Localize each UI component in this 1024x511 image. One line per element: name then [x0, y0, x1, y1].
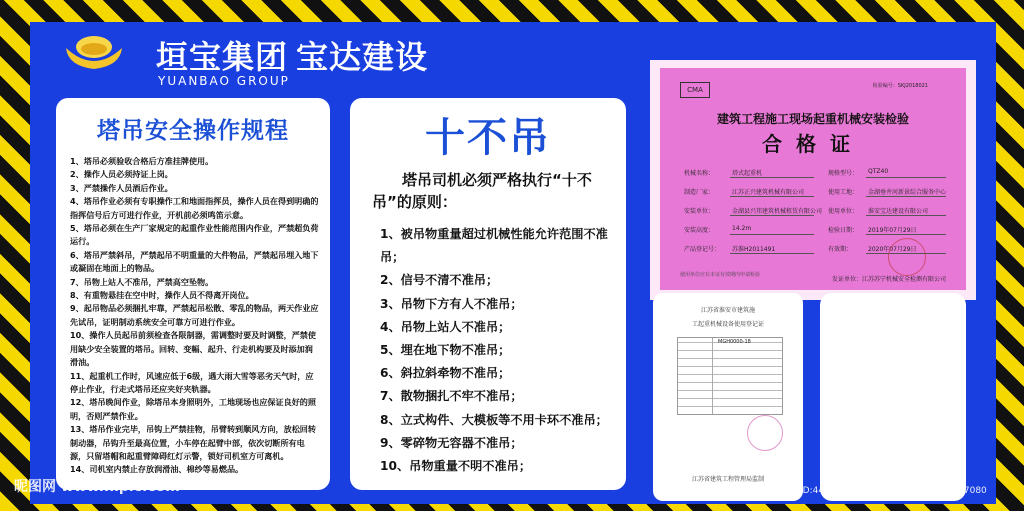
rule-item: 8、有重物悬挂在空中时，操作人员不得离开岗位。 — [70, 290, 254, 301]
certificate-field-label2: 使用单位： — [828, 208, 859, 215]
ten-no-lift-panel — [350, 98, 626, 490]
inspection-certificate — [650, 60, 976, 300]
rule-item: 5、塔吊必须在生产厂家规定的起重作业性能范围内作业，严禁超负荷运行。 — [70, 223, 319, 247]
certificate-field-value2: 淮安宝达建设有限公司 — [868, 208, 929, 215]
certificate-field-value2: QTZ40 — [868, 168, 889, 175]
ten-no-lift-title: 十不吊 — [425, 114, 551, 161]
ten-no-lift-intro: 塔吊司机必须严格执行“十不吊”的原则： — [372, 171, 592, 211]
rule-item: 1、塔吊必须验收合格后方准挂牌使用。 — [70, 156, 214, 166]
certificate-underline — [730, 177, 814, 178]
certificate-field-label: 制造厂家： — [684, 189, 715, 196]
certificate-field-label2: 规格型号： — [828, 170, 859, 177]
watermark-left: 昵图网 www.nipic.com — [14, 479, 180, 495]
ten-no-lift-item: 1、被吊物重量超过机械性能允许范围不准吊； — [380, 227, 608, 265]
certificate-issuer: 发证单位：江苏苏宁机械安全检测有限公司 — [832, 276, 947, 283]
certificate-field-value2: 金湖垂井河新景综合服务中心 — [868, 189, 947, 196]
registration-title: 江苏省淮安市建筑施 — [700, 307, 755, 314]
ten-no-lift-item: 2、信号不清不准吊； — [380, 273, 499, 288]
red-seal-icon — [888, 238, 926, 276]
ten-no-lift-item: 7、散物捆扎不牢不准吊； — [380, 389, 523, 404]
ten-no-lift-item: 6、斜拉斜牵物不准吊； — [380, 366, 511, 381]
certificate-field-label2: 有效期： — [828, 246, 853, 253]
cma-mark: CMA — [680, 82, 710, 98]
certificate-field-value2: 2020年07月29日 — [868, 246, 917, 253]
rule-item: 13、塔吊作业完毕，吊钩上严禁挂物，吊臂转到顺风方向，放松回转制动器，吊钩升至最高位置，小车停在起臂中部，依次切断所有电源，只留塔帽和起重臂障碍红灯示警，锁好司机室方可离机。 — [70, 424, 316, 461]
ten-no-lift-item: 9、零碎物无容器不准吊； — [380, 435, 523, 450]
registration-code: MGH0000-18 — [718, 339, 751, 345]
certificate-underline — [730, 234, 814, 235]
certificate-heading: 合格证 — [762, 132, 864, 156]
rule-item: 10、操作人员起吊前须检查各限制器，需调整时要及时调整，严禁使用缺少安全装置的塔吊。回转、变幅、起升、行走机构要及时添加润滑油。 — [70, 330, 316, 368]
rule-item: 11、起重机工作时，风速应低于6级，遇大雨大雪等恶劣天气时，应停止作业，行走式塔吊还应夹好夹轨器。 — [70, 370, 314, 394]
certificate-field-value2: 2019年07月29日 — [868, 227, 917, 234]
ten-no-lift-item: 10、吊物重量不明不准吊； — [380, 459, 532, 474]
certificate-field-value: 江苏正兴建筑机械有限公司 — [732, 189, 805, 196]
rules-title: 塔吊安全操作规程 — [97, 117, 289, 144]
certificate-underline — [730, 196, 814, 197]
rule-item: 4、塔吊作业必须有专职操作工和地面指挥员，操作人员在得到明确的指挥信号后方可进行作业，开机前必须鸣笛示意。 — [70, 196, 319, 220]
registration-subtitle: 工起重机械设备使用登记证 — [691, 321, 764, 328]
gold-ingot-icon — [64, 34, 124, 70]
certificate-field-value: 金湖县兴邦建筑机械租赁有限公司 — [732, 208, 823, 215]
certificate-underline — [866, 215, 946, 216]
certificate-serial: 检验编号：SKJ2018021 — [872, 83, 928, 89]
watermark-right: ID:4470807 NO:20191214160601297080 — [800, 486, 987, 496]
ten-no-lift-item: 4、吊物上站人不准吊； — [380, 319, 511, 334]
certificate-underline — [866, 196, 946, 197]
rule-item: 9、起吊物品必须捆扎牢靠，严禁起吊松散、零乱的物品，两天作业应先试吊，证明制动系统安全可靠方可进行作业。 — [70, 303, 319, 327]
rule-item: 6、塔吊严禁斜吊，严禁起吊不明重量的大件物品，严禁起吊埋入地下或凝固在地面上的物品。 — [70, 249, 319, 274]
registration-certificate — [653, 293, 803, 501]
certificate-field-label2: 检验日期： — [828, 227, 859, 234]
brand-title: 垣宝集团 宝达建设 — [156, 38, 429, 76]
ten-no-lift-item: 8、立式构件、大模板等不用卡环不准吊； — [380, 412, 608, 427]
certificate-field-value: 塔式起重机 — [732, 170, 763, 177]
certificate-underline — [730, 215, 814, 216]
rule-item: 14、司机室内禁止存放润滑油、棉纱等易燃品。 — [70, 464, 244, 475]
stamp-icon — [747, 415, 783, 451]
certificate-field-value: 苏淮H2011491 — [732, 246, 776, 253]
registration-footer: 江苏省建筑工程管理局监制 — [691, 476, 764, 483]
ten-no-lift-item: 3、吊物下方有人不准吊； — [380, 296, 523, 311]
certificate-underline — [866, 177, 946, 178]
blank-panel — [820, 293, 966, 501]
certificate-field-value: 14.2m — [732, 225, 752, 232]
rule-item: 12、塔吊晚间作业，除塔吊本身照明外，工地现场也应保证良好的照明，否则严禁作业。 — [70, 397, 316, 421]
rule-item: 3、严禁操作人员酒后作业。 — [70, 182, 173, 193]
rule-item: 2、操作人员必须持证上岗。 — [70, 169, 173, 180]
certificate-field-label: 产品登记号： — [684, 246, 721, 253]
certificate-field-label: 机械名称： — [684, 170, 715, 177]
certificate-footer: 使用单位应在本证有效期内申请检验 — [680, 272, 761, 278]
ten-no-lift-list — [350, 223, 626, 478]
crane-safety-rules-panel — [56, 98, 330, 490]
ten-no-lift-item: 5、埋在地下物不准吊； — [380, 343, 511, 358]
certificate-underline — [730, 253, 814, 254]
certificate-title: 建筑工程施工现场起重机械安装检验 — [716, 112, 909, 126]
registration-table — [677, 337, 783, 415]
certificate-field-label: 安装单位： — [684, 208, 715, 215]
brand-english-name: YUANBAO GROUP — [158, 74, 290, 88]
rules-list — [56, 155, 330, 477]
rule-item: 7、吊物上站人不准吊，严禁高空坠物。 — [70, 276, 214, 287]
certificate-field-label: 安装高度： — [684, 227, 715, 234]
certificate-field-label2: 使用工地： — [828, 189, 859, 196]
certificate-underline — [866, 234, 946, 235]
safety-board — [30, 22, 996, 504]
